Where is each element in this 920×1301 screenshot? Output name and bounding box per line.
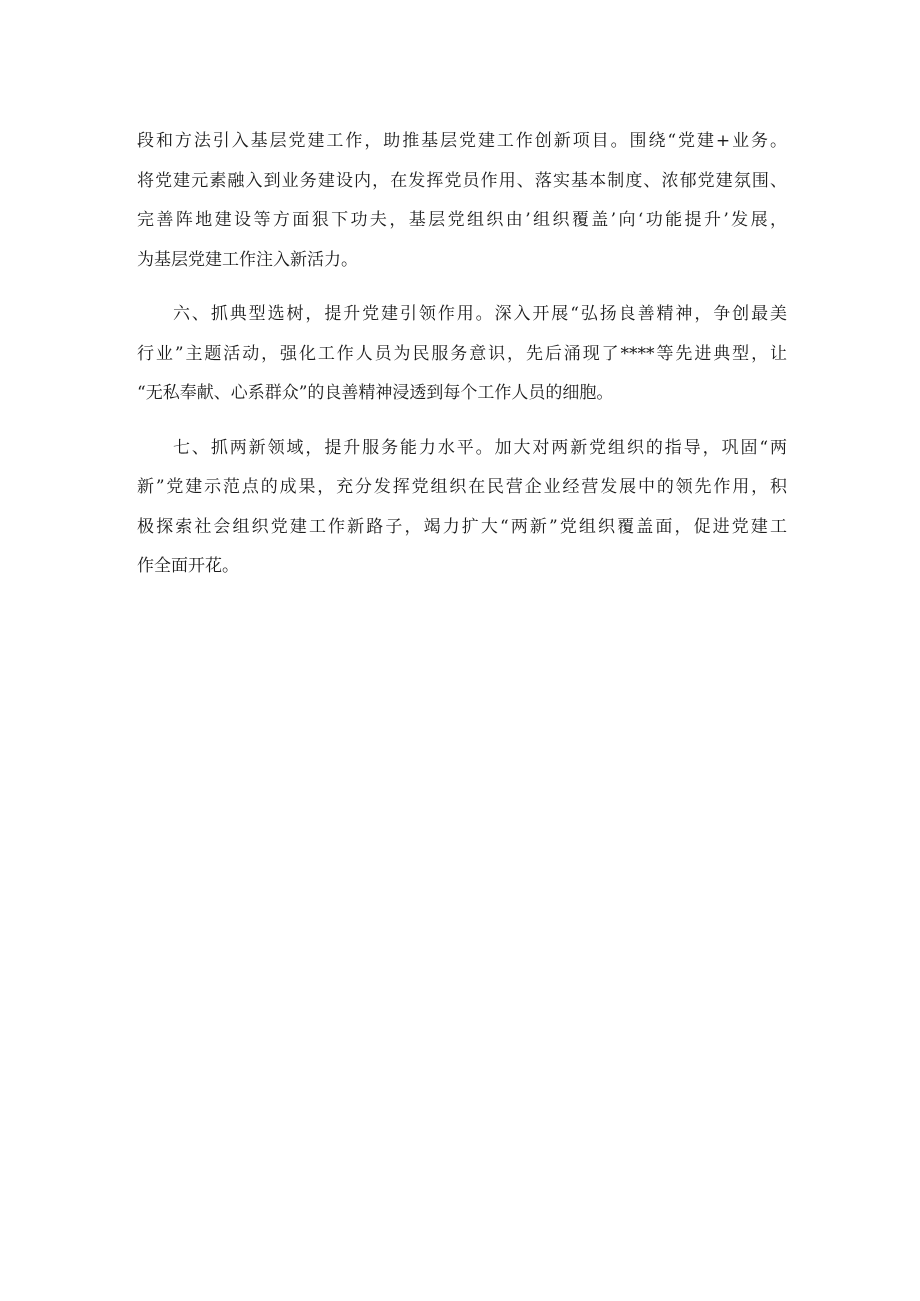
text-line: 新”党建示范点的成果，充分发挥党组织在民营企业经营发展中的领先作用，积 — [137, 477, 787, 497]
paragraph-spacer — [137, 280, 787, 295]
text-line: 七、抓两新领域，提升服务能力水平。加大对两新党组织的指导，巩固“两 — [173, 437, 787, 458]
text-line: 段和方法引入基层党建工作，助推基层党建工作创新项目。围绕“党建+业务。 — [137, 131, 787, 151]
paragraph-spacer — [137, 414, 787, 429]
paragraph-1 — [137, 122, 787, 280]
text-line: 完善阵地建设等方面狠下功夫，基层党组织由’组织覆盖’向‘功能提升’发展， — [137, 210, 787, 230]
text-line: 六、抓典型选树，提升党建引领作用。深入开展“弘扬良善精神，争创最美 — [173, 304, 787, 324]
text-line: 极探索社会组织党建工作新路子，竭力扩大“两新”党组织覆盖面，促进党建工 — [137, 516, 787, 537]
text-line: 将党建元素融入到业务建设内，在发挥党员作用、落实基本制度、浓郁党建氛围、 — [137, 170, 787, 191]
text-line: “无私奉献、心系群众”的良善精神浸透到每个工作人员的细胞。 — [137, 383, 614, 403]
paragraph-2 — [137, 295, 787, 414]
paragraph-3 — [137, 429, 787, 587]
text-line: 行业”主题活动，强化工作人员为民服务意识，先后涌现了****等先进典型，让 — [137, 343, 787, 364]
text-line: 为基层党建工作注入新活力。 — [137, 249, 358, 270]
document-body — [137, 122, 787, 587]
text-line: 作全面开花。 — [137, 556, 239, 576]
